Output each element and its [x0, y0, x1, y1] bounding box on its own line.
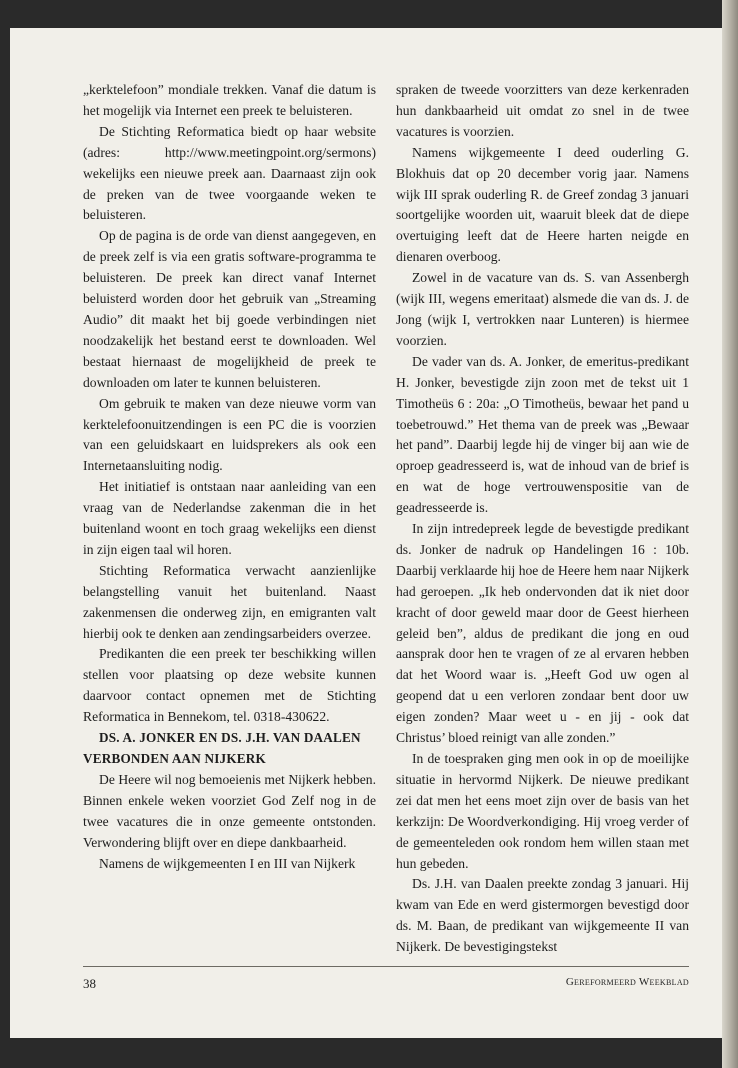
- publication-name: Gereformeerd Weekblad: [565, 976, 689, 988]
- paragraph: Stichting Reformatica verwacht aanzienlijke belangstelling vanuit het buitenland. Naast zakenmensen die onderweg zijn, en emigranten valt hierbij ook te denken aan zendingsarbeiders overzee.: [83, 562, 376, 641]
- section-heading: DS. A. JONKER EN DS. J.H. VAN DAALEN VERBONDEN AAN NIJKERK: [83, 730, 361, 766]
- page-number: 38: [83, 976, 96, 991]
- paragraph: „kerktelefoon” mondiale trekken. Vanaf die datum is het mogelijk via Internet een preek te beluisteren.: [83, 82, 376, 118]
- left-column: [83, 80, 376, 874]
- paragraph: De Stichting Reformatica biedt op haar website (adres: http://www.meetingpoint.org/sermons) wekelijks een nieuwe preek aan. Daarnaast zijn ook de preken van de twee voorgaande weken te beluisteren.: [83, 123, 376, 223]
- paragraph: In zijn intredepreek legde de bevestigde predikant ds. Jonker de nadruk op Handelingen 16 : 10b. Daarbij verklaarde hij hoe de Heere hem naar Nijkerk had geroepen. „Ik heb ondervonden dat ik niet door kracht of door geweld maar door de Geest hierheen geleid ben”, aldus de predikant die jong en oud aansprak door hen te vragen of ze al ervaren hebben dat het Woord waar is. „Heeft God uw ogen al geopend dat u een verloren zondaar bent door uw eigen zonden? Maar weet u - en jij - ook dat Christus’ bloed reinigt van alle zonden.”: [396, 521, 689, 746]
- paragraph: De vader van ds. A. Jonker, de emeritus-predikant H. Jonker, bevestigde zijn zoon met de tekst uit 1 Timotheüs 6 : 20a: „O Timotheüs, bewaar het pand u toebetrouwd.” Het thema van de preek was „Bewaar het pand”. Daarbij legde hij de vinger bij aan wie de oproep geadresseerd is, wat de inhoud van de brief is en wat de hoge vertrouwenspositie van de geadresseerde is.: [396, 353, 689, 516]
- paragraph: spraken de tweede voorzitters van deze kerkenraden hun dankbaarheid uit omdat zo snel in de twee vacatures is voorzien.: [396, 82, 689, 139]
- paragraph: Ds. J.H. van Daalen preekte zondag 3 januari. Hij kwam van Ede en werd gistermorgen bevestigd door ds. M. Baan, de predikant van wijkgemeente II van Nijkerk. De bevestigingstekst: [396, 876, 689, 955]
- paragraph: De Heere wil nog bemoeienis met Nijkerk hebben. Binnen enkele weken voorziet God Zelf nog in de twee vacatures die in onze gemeente ontstonden. Verwondering blijft over en diepe dankbaarheid.: [83, 771, 376, 850]
- paragraph: Namens wijkgemeente I deed ouderling G. Blokhuis dat op 20 december vorig jaar. Namens wijk III sprak ouderling R. de Greef zondag 3 januari soortgelijke woorden uit, waaruit bleek dat de diepe overtuiging leeft dat de Heere harten neigde en dienaren overboog.: [396, 144, 689, 265]
- paragraph: In de toespraken ging men ook in op de moeilijke situatie in hervormd Nijkerk. De nieuwe predikant zei dat men het eens moet zijn over de basis van het kerkzijn: De Woordverkondiging. Hij vroeg verder of de gemeenteleden ook rondom hem willen staan met hun gebeden.: [396, 751, 689, 871]
- paragraph: Predikanten die een preek ter beschikking willen stellen voor plaatsing op deze website kunnen daarvoor contact opnemen met de Stichting Reformatica in Bennekom, tel. 0318-430622.: [83, 646, 376, 725]
- right-column: [396, 80, 689, 958]
- paragraph: Om gebruik te maken van deze nieuwe vorm van kerktelefoonuitzendingen is een PC die is voorzien van een geluidskaart en luidsprekers als ook een Internetaansluiting nodig.: [83, 395, 376, 474]
- document-page: [10, 28, 732, 1038]
- paragraph: Op de pagina is de orde van dienst aangegeven, en de preek zelf is via een gratis software-programma te beluisteren. De preek kan direct vanaf Internet beluisterd worden door het gebruik van „Streaming Audio” dit maakt het bij goede verbindingen niet noodzakelijk het bestand eerst te downloaden. Wel bestaat hiernaast de mogelijkheid de preek te downloaden om later te kunnen beluisteren.: [83, 228, 376, 390]
- footer-divider: [83, 966, 689, 967]
- paragraph: Namens de wijkgemeenten I en III van Nijkerk: [99, 855, 356, 871]
- next-page-edge: [722, 0, 738, 1068]
- paragraph: Zowel in de vacature van ds. S. van Assenbergh (wijk III, wegens emeritaat) alsmede die van ds. J. de Jong (wijk I, vertrokken naar Lunteren) is hiermee voorzien.: [396, 270, 689, 348]
- paragraph: Het initiatief is ontstaan naar aanleiding van een vraag van de Nederlandse zakenman die in het buitenland woont en toch graag wekelijks een dienst in zijn eigen taal wil horen.: [83, 479, 376, 557]
